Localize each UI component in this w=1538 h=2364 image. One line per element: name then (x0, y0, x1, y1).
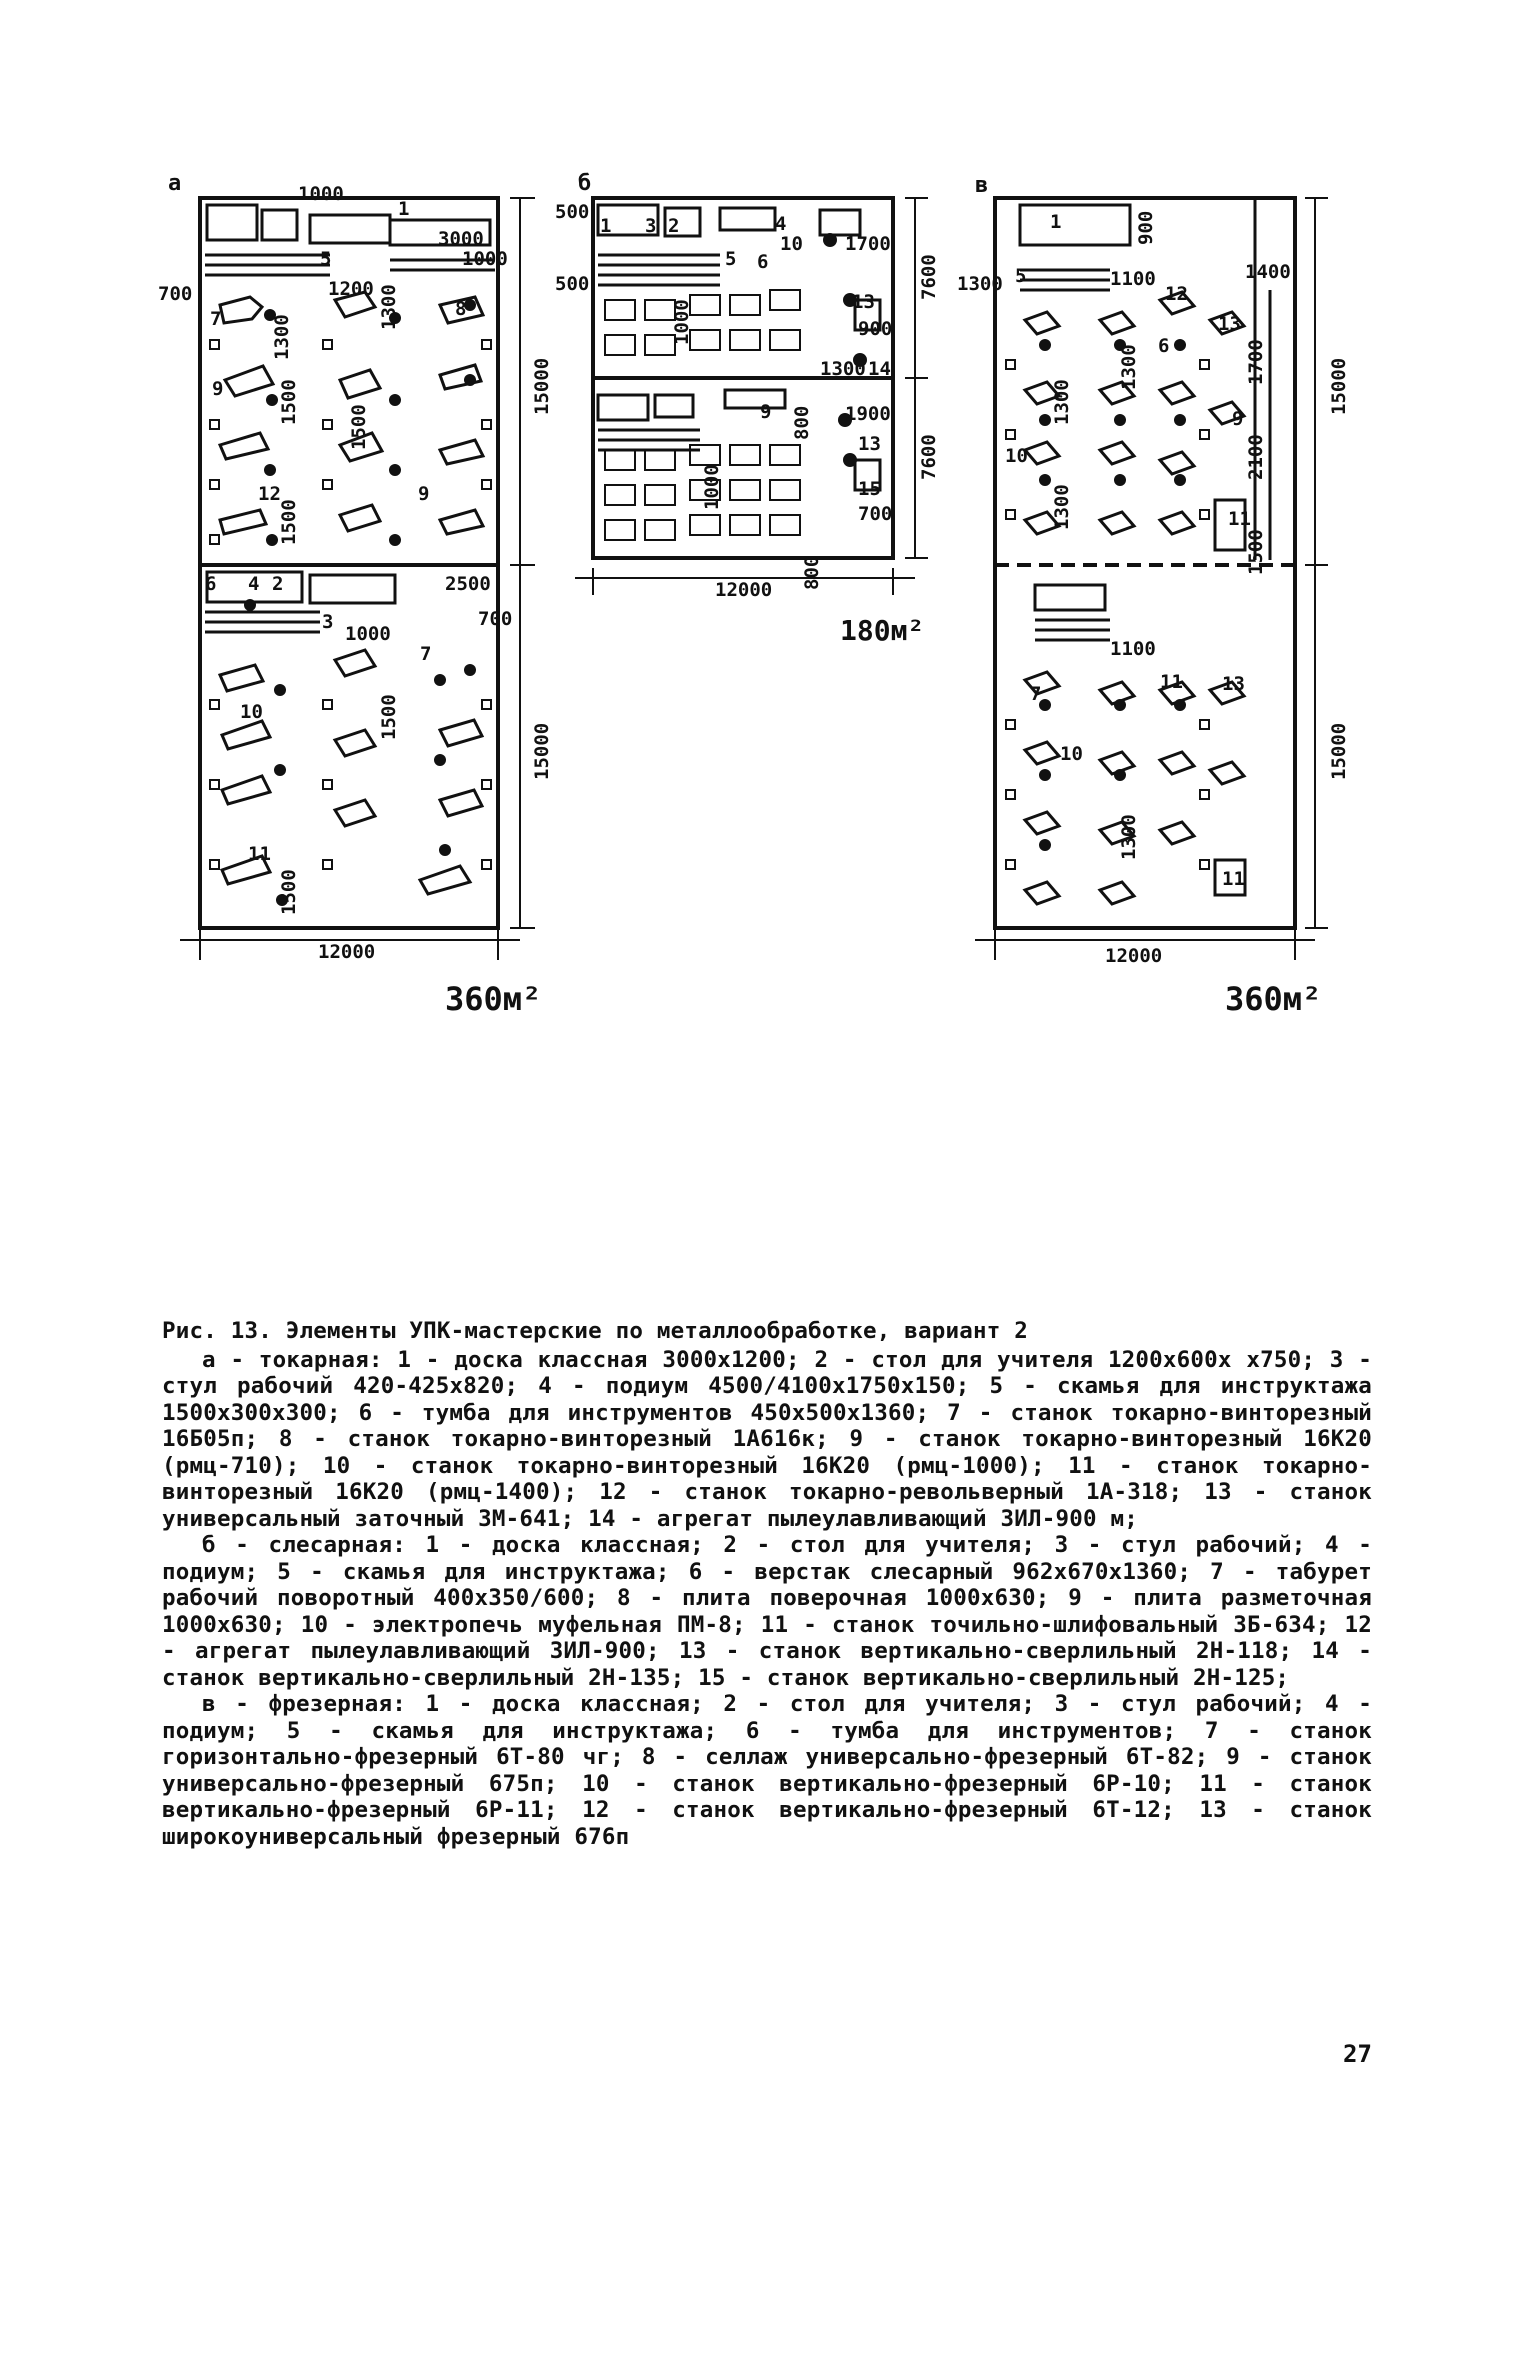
panel-b-label: 14 (868, 358, 891, 380)
panel-v-label: 13 (1222, 673, 1245, 695)
panel-v-label: 12 (1165, 283, 1188, 305)
panel-b-dim: 500 (555, 273, 590, 295)
panel-v-dim: 1100 (1110, 268, 1156, 290)
panel-a-dim: 700 (478, 608, 513, 630)
panel-b-dim: 1700 (845, 233, 891, 255)
panel-a-dim: 1500 (378, 694, 400, 740)
panel-a-dim: 1000 (298, 183, 344, 205)
panel-a-label: 3 (322, 611, 334, 633)
panel-b-label: 5 (725, 248, 737, 270)
panel-v-label: 9 (1232, 408, 1244, 430)
panel-b-label: 15 (858, 478, 881, 500)
panel-a-dim: 2500 (445, 573, 491, 595)
panel-b-dim: 1300 (820, 358, 866, 380)
caption-section-b: б - слесарная: 1 - доска классная; 2 - стол для учителя; 3 - стул рабочий; 4 - подиум; 5 - скамья для инструктажа; 6 - верстак слесарный 962х670х1360; 7 - табурет рабочий поворотный 400х350/600; 8 - плита поверочная 1000х630; 9 - плита разметочная 1000х630; 10 - электропечь муфельная ПМ-8; 11 - станок точильно-шлифовальный 3Б-634; 12 - агрегат пылеулавливающий ЗИЛ-900; 13 - станок вертикально-сверлильный 2Н-118; 14 - станок вертикально-сверлильный 2Н-135; 15 - станок вертикально-сверлильный 2Н-125; (162, 1532, 1372, 1691)
panel-v-dim: 2100 (1245, 434, 1267, 480)
caption-section-a: а - токарная: 1 - доска классная 3000х1200; 2 - стол для учителя 1200х600х х750; 3 - стул рабочий 420-425х820; 4 - подиум 4500/4100х1750х150; 5 - скамья для инструктажа 1500х300х300; 6 - тумба для инструментов 450х500х1360; 7 - станок токарно-винторезный 16Б05п; 8 - станок токарно-винторезный 1А616к; 9 - станок токарно-винторезный 16К20 (рмц-710); 10 - станок токарно-винторезный 16К20 (рмц-1000); 11 - станок токарно-винторезный 16К20 (рмц-1400); 12 - станок токарно-револьверный 1А-318; 13 - станок универсальный заточный ЗМ-641; 14 - агрегат пылеулавливающий ЗИЛ-900 м; (162, 1346, 1372, 1532)
floor-plan-figure (0, 0, 1538, 1080)
panel-b-area: 180м² (840, 614, 925, 647)
panel-b-label: 2 (668, 215, 680, 237)
panel-b-dim: 1000 (671, 299, 693, 345)
panel-a-dim: 700 (158, 283, 193, 305)
panel-v-dim: 12000 (1105, 945, 1163, 967)
panel-b-label: 10 (780, 233, 803, 255)
panel-a-dim: 1300 (378, 284, 400, 330)
panel-v-label: 1 (1050, 211, 1062, 233)
panel-v-label: 13 (1218, 313, 1241, 335)
figure-caption (162, 1318, 1372, 1850)
panel-v-area: 360м² (1225, 980, 1322, 1018)
panel-v-dim: 15000 (1328, 357, 1350, 415)
panel-v-dim: 1300 (1118, 344, 1140, 390)
panel-a-label: 10 (240, 701, 263, 723)
panel-a-dim: 1500 (278, 869, 300, 915)
panel-b-label: 6 (757, 251, 769, 273)
panel-a-label: 11 (248, 843, 271, 865)
panel-a-dim: 15000 (531, 722, 553, 780)
panel-b-dim: 12000 (715, 579, 773, 601)
panel-a-label: 9 (418, 483, 430, 505)
panel-a-label: 12 (258, 483, 281, 505)
panel-v-dim: 1400 (1245, 261, 1291, 283)
panel-b-dim: 1000 (701, 464, 723, 510)
panel-v-dim: 900 (1135, 210, 1157, 245)
panel-b-dim: 500 (555, 201, 590, 223)
panel-b-dim: 800 (801, 555, 823, 590)
panel-v-dim: 1700 (1245, 339, 1267, 385)
caption-section-v: в - фрезерная: 1 - доска классная; 2 - стол для учителя; 3 - стул рабочий; 4 - подиум; 5 - скамья для инструктажа; 6 - тумба для инструментов; 7 - станок горизонтально-фрезерный 6Т-80 чг; 8 - селлаж универсально-фрезерный 6Т-82; 9 - станок универсально-фрезерный 675п; 10 - станок вертикально-фрезерный 6Р-10; 11 - станок вертикально-фрезерный 6Р-11; 12 - станок вертикально-фрезерный 6Т-12; 13 - станок широкоуниверсальный фрезерный 676п (162, 1691, 1372, 1850)
panel-a-dim: 1200 (328, 278, 374, 300)
panel-b-dim: 7600 (918, 254, 940, 300)
panel-v-plan (975, 198, 1328, 960)
panel-a-dim: 1500 (348, 404, 370, 450)
panel-a-label: 7 (420, 643, 432, 665)
panel-v-dim: 1500 (1245, 529, 1267, 575)
panel-v-dim: 1300 (1051, 379, 1073, 425)
panel-b-label: 13 (852, 291, 875, 313)
panel-b-label: 1 (600, 215, 612, 237)
panel-v-label: 11 (1160, 671, 1183, 693)
panel-v-label: 10 (1005, 445, 1028, 467)
panel-v-label: 5 (1015, 265, 1027, 287)
panel-b-dim: 800 (791, 405, 813, 440)
panel-a-dim: 1500 (278, 379, 300, 425)
panel-v-dim: 1300 (957, 273, 1003, 295)
panel-v-dim: 1300 (1051, 484, 1073, 530)
panel-b-letter: б (578, 171, 592, 196)
panel-a-dim: 12000 (318, 941, 376, 963)
panel-a-label: 5 (320, 248, 332, 270)
panel-b-label: 13 (858, 433, 881, 455)
panel-a-dim: 3000 (438, 228, 484, 250)
panel-a-dim: 1500 (278, 499, 300, 545)
page-number: 27 (1343, 2040, 1372, 2068)
panel-v-letter: в (975, 173, 989, 198)
panel-a-label: 8 (455, 298, 467, 320)
panel-a-dim: 15000 (531, 357, 553, 415)
panel-a-label: 4 (248, 573, 260, 595)
panel-a-dim: 1300 (271, 314, 293, 360)
panel-a-label: 6 (205, 573, 217, 595)
panel-v-dim: 1300 (1118, 814, 1140, 860)
panel-b-plan (575, 198, 928, 595)
panel-v-dim: 1100 (1110, 638, 1156, 660)
panel-b-dim: 900 (858, 318, 893, 340)
panel-a-dim: 1000 (462, 248, 508, 270)
panel-v-label: 10 (1060, 743, 1083, 765)
panel-v-dim: 15000 (1328, 722, 1350, 780)
panel-a-label: 9 (212, 378, 224, 400)
panel-b-dim: 7600 (918, 434, 940, 480)
panel-v-label: 7 (1030, 683, 1042, 705)
panel-a-letter: а (168, 171, 182, 196)
panel-v-label: 11 (1228, 508, 1251, 530)
panel-b-label: 9 (760, 401, 772, 423)
panel-a-label: 1 (398, 198, 410, 220)
panel-b-dim: 1900 (845, 403, 891, 425)
panel-a-area: 360м² (445, 980, 542, 1018)
panel-b-label: 3 (645, 215, 657, 237)
panel-v-label: 11 (1222, 868, 1245, 890)
caption-title: Рис. 13. Элементы УПК-мастерские по металлообработке, вариант 2 (162, 1318, 1029, 1344)
panel-a-dim: 1000 (345, 623, 391, 645)
panel-a-label: 2 (272, 573, 284, 595)
panel-b-label: 4 (775, 213, 787, 235)
panel-b-dim: 700 (858, 503, 893, 525)
panel-a-label: 7 (210, 308, 222, 330)
panel-v-label: 6 (1158, 335, 1170, 357)
